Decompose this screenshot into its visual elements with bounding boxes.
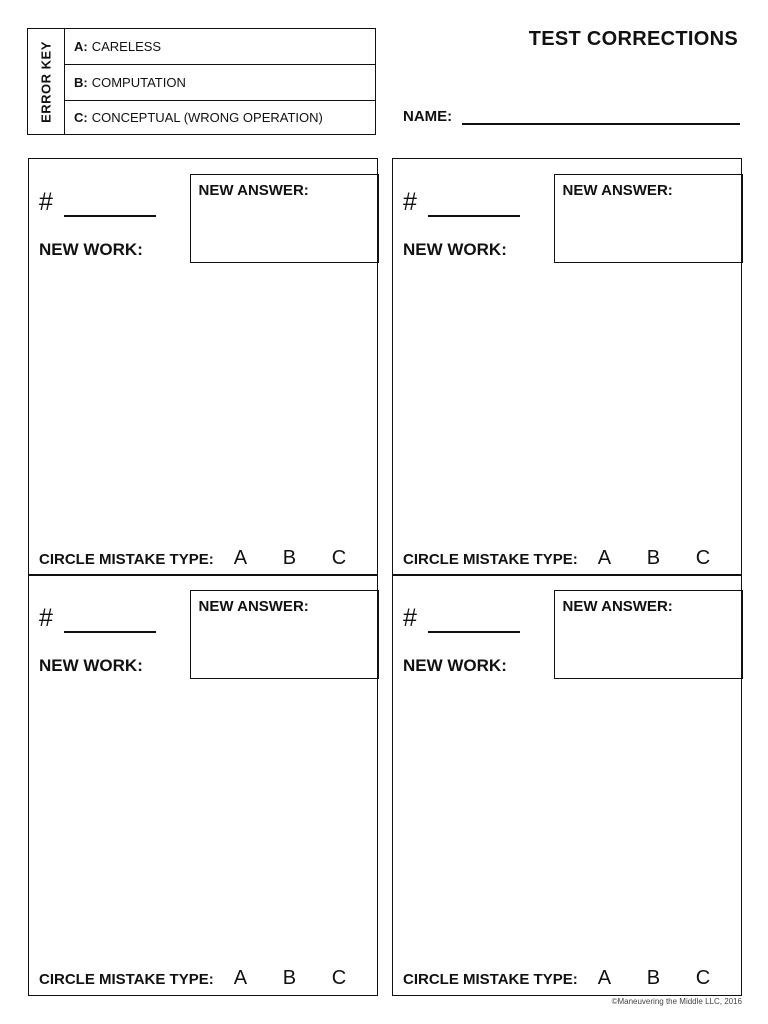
- new-answer-label: NEW ANSWER:: [198, 182, 309, 199]
- error-key-letter: B:: [74, 74, 88, 90]
- new-answer-box[interactable]: [190, 590, 379, 679]
- mistake-option-b[interactable]: B: [646, 547, 661, 569]
- circle-mistake-label: CIRCLE MISTAKE TYPE:: [403, 551, 578, 568]
- mistake-option-b[interactable]: B: [282, 967, 297, 989]
- correction-panel-2: [392, 158, 742, 576]
- new-answer-box[interactable]: [554, 174, 743, 263]
- mistake-option-c[interactable]: C: [331, 967, 347, 989]
- error-key-text: CONCEPTUAL (WRONG OPERATION): [91, 110, 323, 126]
- mistake-option-a[interactable]: A: [597, 967, 612, 989]
- problem-number-line[interactable]: [428, 631, 520, 633]
- correction-panel-1: [28, 158, 378, 576]
- circle-mistake-row: [39, 547, 381, 570]
- name-label: NAME:: [403, 108, 453, 125]
- new-work-label: NEW WORK:: [39, 656, 143, 675]
- page-title: TEST CORRECTIONS: [528, 28, 738, 50]
- circle-mistake-row: [403, 967, 745, 990]
- error-key-letter: C:: [74, 110, 88, 126]
- new-answer-label: NEW ANSWER:: [562, 598, 673, 615]
- problem-number-line[interactable]: [428, 215, 520, 217]
- error-key-text: COMPUTATION: [91, 74, 186, 90]
- mistake-option-a[interactable]: A: [597, 547, 612, 569]
- mistake-option-b[interactable]: B: [646, 967, 661, 989]
- error-key-label-cell: [28, 29, 65, 134]
- circle-mistake-row: [403, 547, 745, 570]
- problem-number-line[interactable]: [64, 631, 156, 633]
- problem-number-label: #: [39, 188, 53, 216]
- name-field-line[interactable]: [462, 123, 740, 125]
- problem-number-label: #: [403, 188, 417, 216]
- new-answer-label: NEW ANSWER:: [198, 598, 309, 615]
- correction-panel-4: [392, 574, 742, 996]
- circle-mistake-label: CIRCLE MISTAKE TYPE:: [403, 971, 578, 988]
- problem-number-line[interactable]: [64, 215, 156, 217]
- mistake-option-c[interactable]: C: [695, 547, 711, 569]
- problem-number-label: #: [39, 604, 53, 632]
- error-key-text: CARELESS: [91, 39, 162, 55]
- mistake-option-a[interactable]: A: [233, 967, 248, 989]
- problem-number-label: #: [403, 604, 417, 632]
- correction-panel-3: [28, 574, 378, 996]
- new-answer-box[interactable]: [190, 174, 379, 263]
- new-work-label: NEW WORK:: [39, 240, 143, 259]
- mistake-option-c[interactable]: C: [331, 547, 347, 569]
- circle-mistake-label: CIRCLE MISTAKE TYPE:: [39, 971, 214, 988]
- error-key-row-c: [65, 100, 375, 135]
- mistake-option-c[interactable]: C: [695, 967, 711, 989]
- new-work-label: NEW WORK:: [403, 656, 507, 675]
- new-answer-label: NEW ANSWER:: [562, 182, 673, 199]
- new-work-label: NEW WORK:: [403, 240, 507, 259]
- circle-mistake-label: CIRCLE MISTAKE TYPE:: [39, 551, 214, 568]
- mistake-option-a[interactable]: A: [233, 547, 248, 569]
- error-key-letter: A:: [74, 39, 88, 55]
- error-key-row-b: [65, 64, 375, 99]
- error-key-label: ERROR KEY: [38, 40, 54, 123]
- error-key-row-a: [65, 29, 375, 64]
- error-key-table: [27, 28, 376, 135]
- copyright-notice: ©Maneuvering the Middle LLC, 2016: [611, 997, 742, 1006]
- new-answer-box[interactable]: [554, 590, 743, 679]
- mistake-option-b[interactable]: B: [282, 547, 297, 569]
- circle-mistake-row: [39, 967, 381, 990]
